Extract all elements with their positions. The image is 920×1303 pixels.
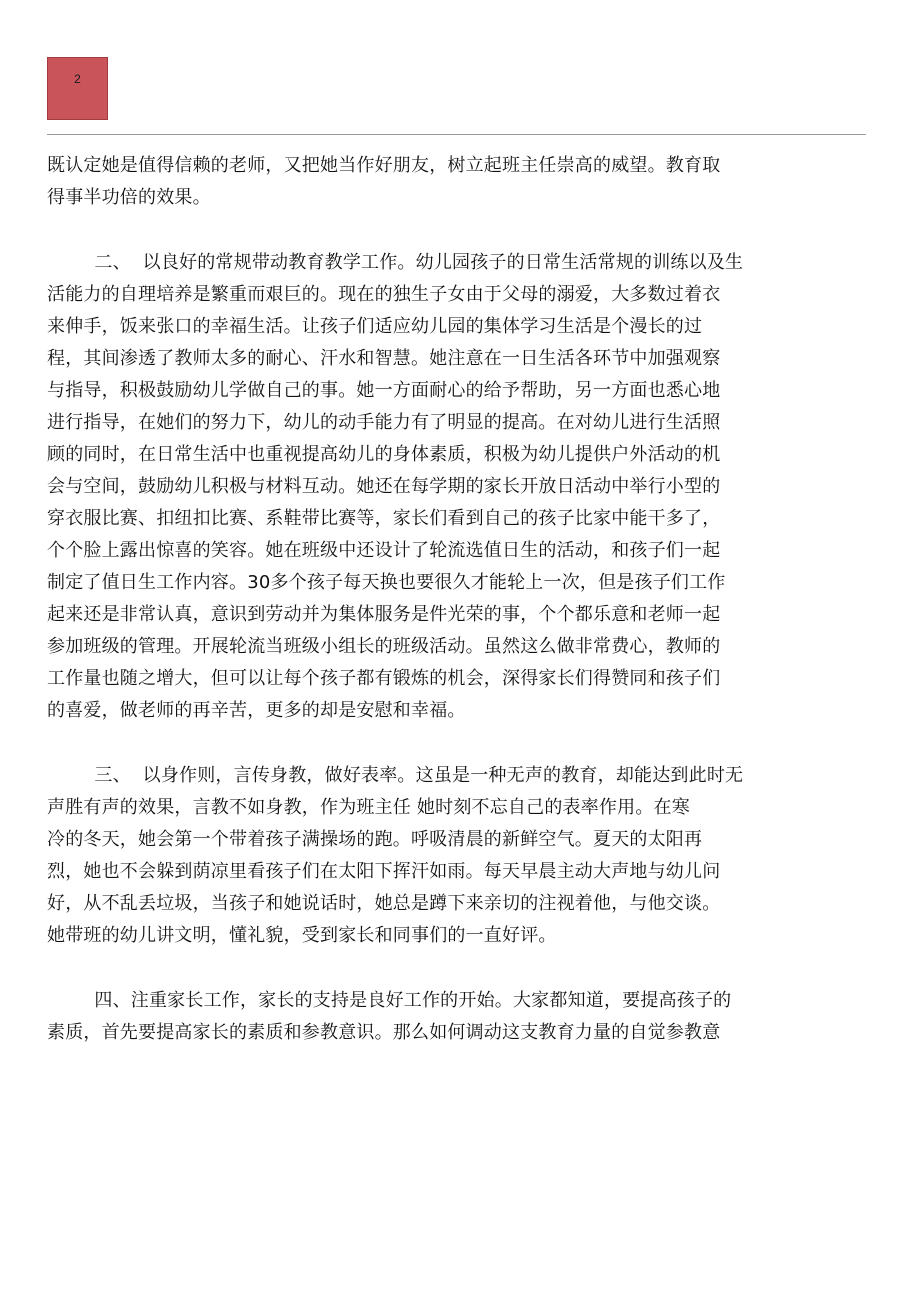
text-line: 制定了值日生工作内容。30多个孩子每天换也要很久才能轮上一次，但是孩子们工作 — [47, 572, 726, 593]
text-line: 来伸手，饭来张口的幸福生活。让孩子们适应幼儿园的集体学习生活是个漫长的过 — [47, 316, 703, 337]
text-line: 参加班级的管理。开展轮流当班级小组长的班级活动。虽然这么做非常费心，教师的 — [47, 636, 721, 657]
paragraph-4 — [47, 985, 787, 1049]
text-line: 素质，首先要提高家长的素质和参教意识。那么如何调动这支教育力量的自觉参教意 — [47, 1022, 721, 1043]
text-line: 工作量也随之增大，但可以让每个孩子都有锻炼的机会，深得家长们得赞同和孩子们 — [47, 668, 721, 689]
text-line: 程，其间渗透了教师太多的耐心、汗水和智慧。她注意在一日生活各环节中加强观察 — [47, 348, 721, 369]
text-line: 顾的同时，在日常生活中也重视提高幼儿的身体素质，积极为幼儿提供户外活动的机 — [47, 444, 721, 465]
text-line: 的喜爱，做老师的再辛苦，更多的却是安慰和幸福。 — [47, 700, 466, 721]
paragraph-3 — [47, 760, 787, 952]
text-line: 个个脸上露出惊喜的笑容。她在班级中还设计了轮流选值日生的活动，和孩子们一起 — [47, 540, 721, 561]
text-line: 会与空间，鼓励幼儿积极与材料互动。她还在每学期的家长开放日活动中举行小型的 — [47, 476, 721, 497]
page-number: 2 — [74, 72, 81, 86]
text-line: 冷的冬天，她会第一个带着孩子满操场的跑。呼吸清晨的新鲜空气。夏天的太阳再 — [47, 829, 703, 850]
text-line: 她带班的幼儿讲文明，懂礼貌，受到家长和同事们的一直好评。 — [47, 925, 557, 946]
header-divider — [47, 134, 866, 135]
text-line: 二、 以良好的常规带动教育教学工作。幼儿园孩子的日常生活常规的训练以及生 — [47, 252, 744, 273]
text-line: 既认定她是值得信赖的老师，又把她当作好朋友，树立起班主任崇高的威望。教育取 — [47, 155, 721, 176]
text-line: 烈，她也不会躲到荫凉里看孩子们在太阳下挥汗如雨。每天早晨主动大声地与幼儿问 — [47, 861, 721, 882]
text-line: 四、注重家长工作，家长的支持是良好工作的开始。大家都知道，要提高孩子的 — [47, 990, 732, 1011]
text-line: 穿衣服比赛、扣纽扣比赛、系鞋带比赛等，家长们看到自己的孩子比家中能干多了， — [47, 508, 721, 529]
text-line: 得事半功倍的效果。 — [47, 187, 211, 208]
text-line: 好，从不乱丢垃圾，当孩子和她说话时，她总是蹲下来亲切的注视着他，与他交谈。 — [47, 893, 721, 914]
text-line: 活能力的自理培养是繁重而艰巨的。现在的独生子女由于父母的溺爱，大多数过着衣 — [47, 284, 721, 305]
text-line: 三、 以身作则，言传身教，做好表率。这虽是一种无声的教育，却能达到此时无 — [47, 765, 744, 786]
paragraph-2 — [47, 247, 787, 727]
text-line: 进行指导，在她们的努力下，幼儿的动手能力有了明显的提高。在对幼儿进行生活照 — [47, 412, 721, 433]
page-number-badge — [47, 57, 108, 120]
text-line: 起来还是非常认真，意识到劳动并为集体服务是件光荣的事，个个都乐意和老师一起 — [47, 604, 721, 625]
text-line: 与指导，积极鼓励幼儿学做自己的事。她一方面耐心的给予帮助，另一方面也悉心地 — [47, 380, 721, 401]
text-line: 声胜有声的效果，言教不如身教，作为班主任 她时刻不忘自己的表率作用。在寒 — [47, 797, 690, 818]
document-body — [47, 150, 787, 1049]
paragraph-1 — [47, 150, 787, 214]
